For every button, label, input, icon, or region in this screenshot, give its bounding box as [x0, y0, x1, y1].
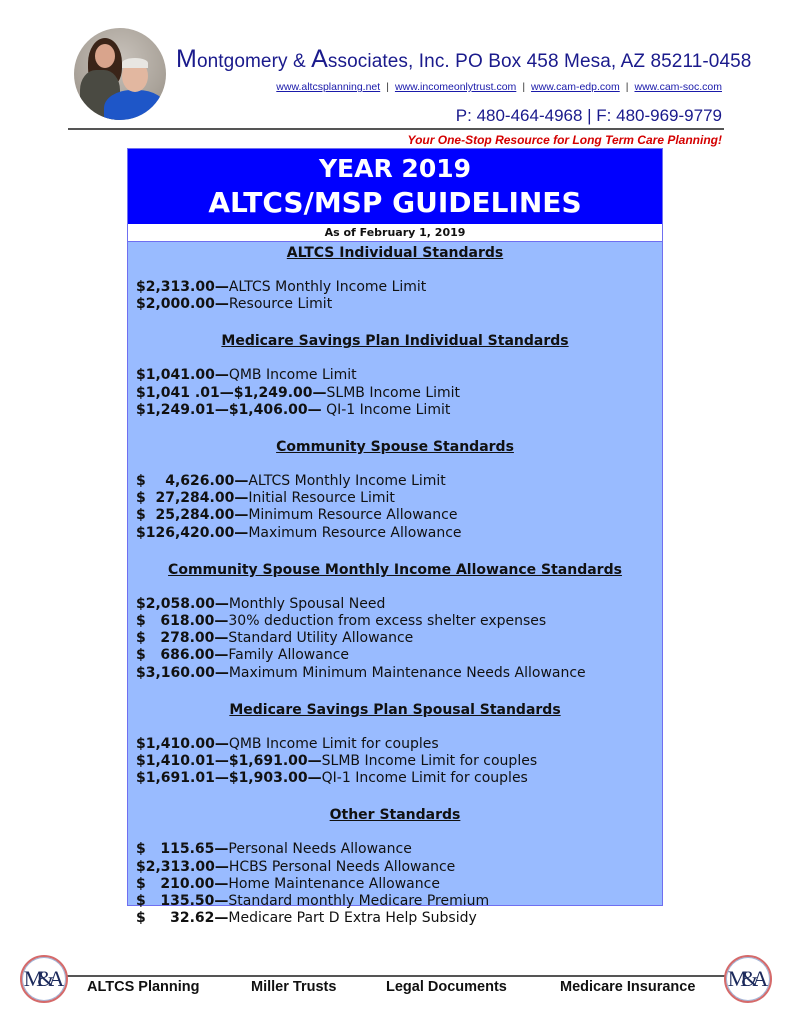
guideline-row [136, 613, 654, 630]
label: ALTCS Monthly Income Limit [228, 279, 427, 295]
amount: $ 135.50— [136, 893, 229, 910]
label: HCBS Personal Needs Allowance [228, 858, 456, 875]
section-title: Medicare Savings Plan Individual Standards [221, 333, 569, 350]
amount: $1,410.00— [136, 735, 229, 752]
title-guidelines: ALTCS/MSP GUIDELINES [208, 186, 582, 219]
title-year: YEAR 2019 [318, 154, 472, 183]
label: QMB Income Limit for couples [228, 735, 439, 752]
amount: $2,313.00— [136, 279, 229, 295]
guideline-row [136, 859, 654, 876]
guideline-row [136, 385, 654, 402]
footer-item-miller-trusts[interactable]: Miller Trusts [251, 979, 337, 995]
company-initial-m: M [176, 45, 197, 73]
header-divider [68, 128, 724, 130]
guideline-row [136, 630, 654, 647]
company-initial-a: A [311, 45, 328, 73]
owners-photo [74, 28, 166, 120]
label: ALTCS Monthly Income Limit [248, 473, 446, 490]
company-name-part1: ontgomery & [196, 51, 312, 72]
label: SLMB Income Limit for couples [321, 753, 538, 770]
footer-item-medicare-insurance[interactable]: Medicare Insurance [560, 979, 696, 995]
label: QI-1 Income Limit for couples [321, 770, 528, 787]
footer-item-legal-documents[interactable]: Legal Documents [386, 979, 507, 995]
section-title: Community Spouse Monthly Income Allowance Standards [168, 561, 622, 578]
amount: $ 25,284.00— [136, 507, 249, 524]
label: Maximum Resource Allowance [248, 524, 462, 541]
guideline-row [136, 647, 654, 664]
amount: $1,410.01—$1,691.00— [136, 753, 322, 770]
amount: $1,041 .01—$1,249.00— [136, 384, 327, 401]
label: SLMB Income Limit [326, 384, 461, 401]
section-title: Community Spouse Standards [276, 439, 514, 456]
section-title: Medicare Savings Plan Spousal Standards [229, 701, 561, 718]
label: Personal Needs Allowance [228, 841, 412, 858]
amount: $1,691.01—$1,903.00— [136, 770, 322, 787]
link-separator: | [386, 81, 389, 93]
guideline-row [136, 473, 654, 490]
amount: $2,313.00— [136, 858, 229, 875]
amount: $ 32.62— [136, 910, 229, 927]
phone-fax: P: 480-464-4968 | F: 480-969-9779 [455, 106, 722, 125]
label: QMB Income Limit [228, 367, 357, 384]
footer-item-altcs-planning[interactable]: ALTCS Planning [87, 979, 200, 995]
label: Resource Limit [228, 296, 333, 313]
link-altcsplanning[interactable]: www.altcsplanning.net [276, 81, 381, 93]
amount: $ 210.00— [136, 875, 229, 892]
guidelines-box [127, 148, 663, 927]
link-cam-edp[interactable]: www.cam-edp.com [531, 81, 620, 93]
label: Home Maintenance Allowance [228, 875, 440, 892]
logo-text: M&A [727, 966, 763, 991]
guideline-row [136, 910, 654, 927]
guideline-row [136, 367, 654, 384]
guideline-row [136, 841, 654, 858]
label: Standard monthly Medicare Premium [228, 893, 490, 910]
guideline-row [136, 893, 654, 910]
guideline-row [136, 296, 654, 313]
spacer [136, 787, 654, 804]
amount: $3,160.00— [136, 664, 229, 681]
amount: $ 618.00— [136, 613, 229, 630]
company-name [176, 45, 751, 74]
guideline-row [136, 596, 654, 613]
link-separator: | [625, 81, 629, 93]
label: Standard Utility Allowance [228, 630, 414, 647]
link-separator: | [522, 81, 526, 93]
guideline-row [136, 770, 654, 787]
guideline-row [136, 736, 654, 753]
amount: $1,249.01—$1,406.00— [136, 401, 322, 418]
spacer [136, 682, 654, 699]
spacer [136, 313, 654, 330]
label: 30% deduction from excess shelter expenses [228, 613, 547, 630]
company-name-part2: ssociates, Inc. PO Box 458 Mesa, AZ 85211-0458 [327, 51, 752, 72]
website-links [276, 81, 722, 93]
amount: $ 686.00— [136, 647, 229, 664]
label: QI-1 Income Limit [321, 401, 451, 418]
guideline-row [136, 525, 654, 542]
section-title: ALTCS Individual Standards [286, 245, 504, 261]
guideline-row [136, 753, 654, 770]
amount: $ 27,284.00— [136, 490, 249, 507]
label: Maximum Minimum Maintenance Needs Allowance [228, 664, 586, 681]
footer-divider [67, 975, 725, 977]
amount: $ 115.65— [136, 841, 229, 858]
as-of-date: As of February 1, 2019 [128, 224, 662, 242]
amount: $126,420.00— [136, 524, 249, 541]
label: Monthly Spousal Need [228, 595, 386, 612]
spacer [136, 419, 654, 436]
guidelines-title [128, 149, 662, 224]
label: Minimum Resource Allowance [248, 507, 458, 524]
guidelines-content [128, 245, 662, 927]
guideline-row [136, 402, 654, 419]
amount: $ 278.00— [136, 630, 229, 647]
guideline-row [136, 507, 654, 524]
guideline-row [136, 665, 654, 682]
logo-text: M&A [23, 966, 59, 991]
spacer [136, 542, 654, 559]
label: Family Allowance [228, 647, 350, 664]
tagline: Your One-Stop Resource for Long Term Care Planning! [407, 133, 722, 147]
amount: $2,058.00— [136, 595, 229, 612]
guideline-row [136, 876, 654, 893]
label: Medicare Part D Extra Help Subsidy [228, 910, 477, 927]
guideline-row [136, 490, 654, 507]
amount: $1,041.00— [136, 367, 229, 384]
amount: $2,000.00— [136, 296, 229, 313]
footer-nav [0, 979, 791, 999]
guideline-row [136, 279, 654, 296]
label: Initial Resource Limit [248, 490, 395, 507]
section-title: Other Standards [329, 807, 461, 824]
link-cam-soc[interactable]: www.cam-soc.com [634, 81, 722, 93]
link-incomeonlytrust[interactable]: www.incomeonlytrust.com [394, 81, 517, 93]
amount: $ 4,626.00— [136, 473, 249, 490]
